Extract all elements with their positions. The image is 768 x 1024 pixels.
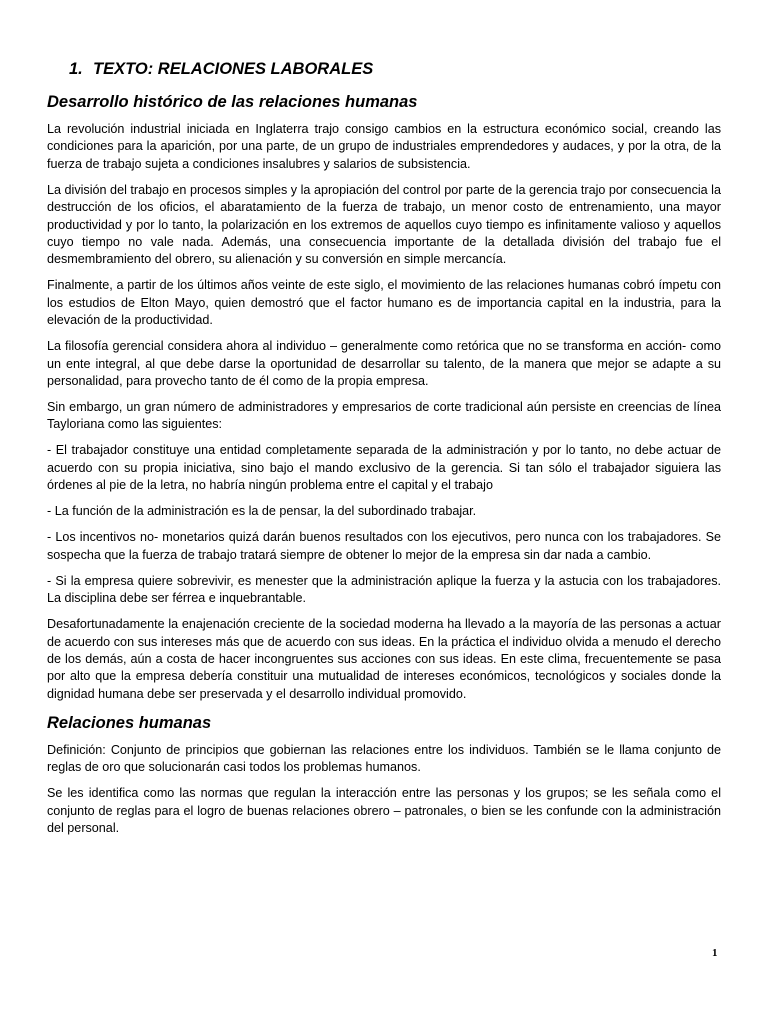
document-title [69,58,721,80]
section-heading-historical-development: Desarrollo histórico de las relaciones humanas [47,93,418,111]
title-text: TEXTO: RELACIONES LABORALES [93,60,374,78]
paragraph-management-philosophy: La filosofía gerencial considera ahora al individuo – generalmente como retórica que no se transforma en acción- como un ente integral, al que debe darse la oportunidad de desarrollar su talento, de la manera que mejor se adapte a su personalidad, para provecho tanto de él como de la propia empresa. [47,339,721,389]
title-number: 1. [69,60,83,78]
paragraph-taylorian-beliefs: Sin embargo, un gran número de administradores y empresarios de corte tradicional aún persiste en creencias de línea Tayloriana como las siguientes: [47,400,721,432]
list-item-worker-entity: - El trabajador constituye una entidad completamente separada de la administración y por lo tanto, no debe actuar de acuerdo con su propia iniciativa, sino bajo el mando exclusivo de la gerencia. Si tan sólo el trabajador siguiera las órdenes al pie de la letra, no habría ningún problema entre el capital y el trabajo [47,443,721,493]
paragraph-alienation: Desafortunadamente la enajenación creciente de la sociedad moderna ha llevado a la mayoría de las personas a actuar de acuerdo con sus intereses más que de acuerdo con sus ideas. En la práctica el individuo olvida a menudo el derecho de los demás, aún a costa de hacer incongruentes sus acciones con sus ideas. En este clima, frecuentemente se pasa por alto que la empresa debería constituir una mutualidad de intereses económicos, tecnológicos y sociales donde la dignidad humana debe ser preservada y el desarrollo individual promovido. [47,617,721,701]
paragraph-identification: Se les identifica como las normas que regulan la interacción entre las personas y los grupos; se les señala como el conjunto de reglas para el logro de buenas relaciones obrero – patronales, o bien se les confunde con la administración del personal. [47,786,721,835]
paragraph-human-relations-movement: Finalmente, a partir de los últimos años veinte de este siglo, el movimiento de las relaciones humanas cobró ímpetu con los estudios de Elton Mayo, quien demostró que el factor humano es de importancia capital en la industria, para la elevación de la productividad. [47,278,721,328]
paragraph-industrial-revolution: La revolución industrial iniciada en Inglaterra trajo consigo cambios en la estructura económico social, creando las condiciones para la aparición, por una parte, de un grupo de industriales emprendedores y audaces, y por la otra, de la fuerza de trabajo sujeta a condiciones insalubres y salarios de subsistencia. [47,122,721,171]
page-number: 1 [712,947,718,959]
paragraph-division-of-labor: La división del trabajo en procesos simples y la apropiación del control por parte de la gerencia trajo por consecuencia la destrucción de los oficios, el abaratamiento de la fuerza de trabajo, un menor costo de entrenamiento, una mayor productividad y por lo tanto, la polarización en los extremos de aquellos cuyo tiempo es infinitamente valioso y aquellos cuyo tiempo no vale nada. Además, una consecuencia importante de la detallada división del trabajo fue el desmembramiento del obrero, su alienación y su conversión en simple mercancía. [47,182,721,267]
list-item-company-survival: - Si la empresa quiere sobrevivir, es menester que la administración aplique la fuerza y la astucia con los trabajadores. La disciplina debe ser férrea e inquebrantable. [47,573,721,606]
document-page [47,58,721,846]
list-item-management-function: - La función de la administración es la de pensar, la del subordinado trabajar. [47,504,477,519]
paragraph-definition: Definición: Conjunto de principios que gobiernan las relaciones entre los individuos. También se le llama conjunto de reglas de oro que solucionarán casi todos los problemas humanos. [47,742,721,775]
list-item-non-monetary-incentives: - Los incentivos no- monetarios quizá darán buenos resultados con los ejecutivos, pero nunca con los trabajadores. Se sospecha que la fuerza de trabajo tratará siempre de obtener lo mejor de la empresa sin dar nada a cambio. [47,530,721,562]
section-heading-human-relations: Relaciones humanas [47,713,212,732]
